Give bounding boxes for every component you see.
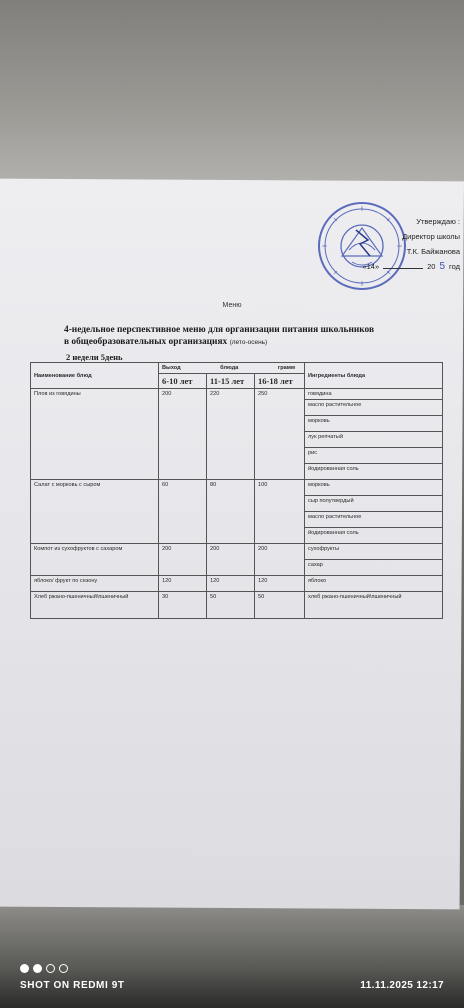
output-6-10: 60 (159, 480, 207, 544)
header-dish: Наименование блюд (31, 363, 159, 389)
menu-table (30, 362, 443, 619)
ingredient: сахар (305, 560, 443, 576)
ingredient: хлеб ржано-пшеничный\пшеничный (305, 592, 443, 619)
output-11-15: 80 (207, 480, 255, 544)
approval-day: «14» (362, 262, 380, 271)
title-line-2-text: в общеобразовательных организациях (64, 336, 228, 347)
output-16-18: 100 (255, 480, 305, 544)
output-11-15: 200 (207, 544, 255, 576)
approval-line-2: Директор школы (402, 232, 460, 241)
approval-year-suffix: год (449, 262, 460, 271)
table-row (31, 576, 443, 592)
shot-on-watermark: SHOT ON REDMI 9T (20, 980, 125, 991)
camera-watermark-dots (20, 964, 68, 973)
dish-name: Компот из сухофруктов с сахаром (31, 544, 159, 576)
table-header-row (31, 363, 443, 374)
output-11-15: 220 (207, 389, 255, 480)
week-day-label: 2 недели 5день (66, 352, 123, 362)
output-6-10: 200 (159, 544, 207, 576)
approval-line-1: Утверждаю : (416, 217, 460, 226)
output-11-15: 50 (207, 592, 255, 619)
header-age-6-10: 6-10 лет (159, 374, 207, 389)
dish-name: Хлеб ржано-пшеничный\пшеничный (31, 592, 159, 619)
header-output: Выход (162, 365, 181, 371)
menu-heading: Меню (222, 302, 242, 309)
dot-icon (59, 964, 68, 973)
header-grams: грамм (277, 365, 296, 371)
ingredient: морковь (305, 480, 443, 496)
header-output-group (159, 363, 305, 374)
table-row (31, 544, 443, 560)
output-16-18: 200 (255, 544, 305, 576)
output-6-10: 200 (159, 389, 207, 480)
ingredient: морковь (305, 416, 443, 432)
ingredient: яблоко (305, 576, 443, 592)
table-row (31, 592, 443, 619)
ingredient: масло растительное (305, 512, 443, 528)
season-label: (лето-осень) (229, 338, 268, 346)
approval-block (360, 214, 460, 274)
dot-icon (46, 964, 55, 973)
ingredient: йодированная соль (305, 528, 443, 544)
title-line-1: 4-недельное перспективное меню для организации питания школьников (64, 325, 375, 335)
ingredient: лук репчатый (305, 432, 443, 448)
ingredient: масло растительное (305, 400, 443, 416)
desk-background-top (0, 0, 464, 185)
dish-name: Плов из говядины (31, 389, 159, 480)
table-row (31, 389, 443, 400)
approval-year-prefix: 20 (427, 262, 436, 271)
output-16-18: 250 (255, 389, 305, 480)
output-6-10: 30 (159, 592, 207, 619)
dot-icon (33, 964, 42, 973)
dish-name: Салат с морковь с сыром (31, 480, 159, 544)
approval-month: 5 (439, 261, 446, 272)
desk-background-bottom (0, 905, 464, 1008)
table-row (31, 480, 443, 496)
title-line-2 (64, 337, 454, 349)
output-6-10: 120 (159, 576, 207, 592)
output-16-18: 50 (255, 592, 305, 619)
approval-line-3: Т.К. Байжанова (406, 247, 460, 256)
dish-name: яблоко/ фрукт по сезону (31, 576, 159, 592)
signature-line (383, 260, 423, 269)
document-title (64, 325, 454, 348)
approval-date (360, 259, 460, 274)
header-age-11-15: 11-15 лет (207, 374, 255, 389)
header-age-16-18: 16-18 лет (255, 374, 305, 389)
ingredient: сыр полутвердый (305, 496, 443, 512)
header-ingredients: Ингредиенты блюда (305, 363, 443, 389)
timestamp-watermark: 11.11.2025 12:17 (360, 980, 444, 991)
ingredient: йодированная соль (305, 464, 443, 480)
ingredient: сухофрукты (305, 544, 443, 560)
dot-icon (20, 964, 29, 973)
output-16-18: 120 (255, 576, 305, 592)
ingredient: рис (305, 448, 443, 464)
header-dish-word: блюда (220, 365, 239, 371)
ingredient: говядина (305, 389, 443, 400)
output-11-15: 120 (207, 576, 255, 592)
